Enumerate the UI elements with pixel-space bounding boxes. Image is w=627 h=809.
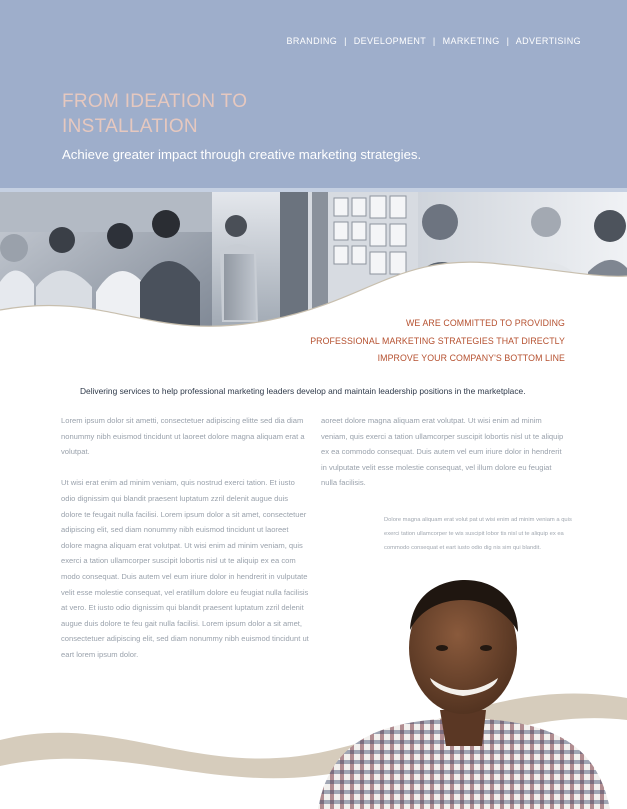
callout-text: Dolore magna aliquam erat volut pat ut wisi enim ad minim veniam a quis exerci tation ullamcorper te wis suscipit lobor tis nisl ut te aliquip ex ea commodo consequat et eart iusto odio dig nis sim qui blandit.: [384, 517, 572, 551]
service-nav: [286, 36, 581, 46]
body-paragraph: aoreet dolore magna aliquam erat volutpat. Ut wisi enim ad minim veniam, quis exerci a tation ullamcorper suscipit lobortis nisl ut te aliquip ex ea commodo consequat. Duis autem vel eum iriure dolor in hendrerit in vulputate velit esse molestie consequat, vel illum dolore eu feugiat nulla facilisis.: [321, 416, 564, 488]
tagline: [245, 315, 565, 368]
nav-separator: |: [432, 36, 436, 46]
page-title: FROM IDEATION TO INSTALLATION: [62, 91, 248, 137]
tagline-line: IMPROVE YOUR COMPANY'S BOTTOM LINE: [377, 353, 565, 363]
nav-item-branding: BRANDING: [286, 36, 338, 46]
tagline-line: PROFESSIONAL MARKETING STRATEGIES THAT DIRECTLY: [310, 335, 565, 346]
tagline-line: WE ARE COMMITTED TO PROVIDING: [406, 318, 565, 328]
nav-separator: |: [344, 36, 347, 46]
header-banner: [0, 0, 627, 188]
intro-statement: Delivering services to help professional marketing leaders develop and maintain leadership positions in the marketplace.: [80, 386, 526, 396]
nav-item-advertising: ADVERTISING: [515, 36, 581, 46]
nav-separator: |: [506, 36, 510, 46]
bottom-art: [0, 570, 627, 809]
nav-item-marketing: MARKETING: [442, 36, 500, 46]
page-subtitle: Achieve greater impact through creative marketing strategies.: [62, 147, 422, 162]
nav-item-development: DEVELOPMENT: [353, 36, 427, 46]
body-paragraph: Ut wisi erat enim ad minim veniam, quis nostrud exerci tation. Et iusto odio dignissim qui blandit praesent luptatum zzril delenit augue duis dolore te feugait nulla facilisi. Lorem ipsum dolor a sit amet, consectetuer adipiscing elit, sed diam nonummy nibh euismod tincidunt ut laoreet dolore magna aliquam erat volutpat. Ut wisi enim ad minim veniam, quis exerci a tation ullamcorper suscipit lobortis nisl ut te aliquip ex ea com modo consequat. Duis autem vel eum iriure dolor in hendrerit in vulputate velit esse molestie consequat, vel eratillum dolore eu feugiat nulla facilisis at vero. Et iusto odio dignissim qui blandit praesent luptatum zzril delenit augue duis dolore te feu gait nulla facilisi. Lorem ipsum dolor a sit amet, consectetuer adipiscing elit, sed diam nonummy nibh euismod tincidunt ut eart lorem ipsum dolor.: [61, 478, 309, 659]
body-column-right: [321, 413, 569, 507]
body-paragraph: Lorem ipsum dolor sit ametti, consectetuer adipiscing elitte sed dia diam nonummy nibh euismod tincidunt ut laoreet dolore magna aliquam erat a volutpat.: [61, 416, 305, 457]
